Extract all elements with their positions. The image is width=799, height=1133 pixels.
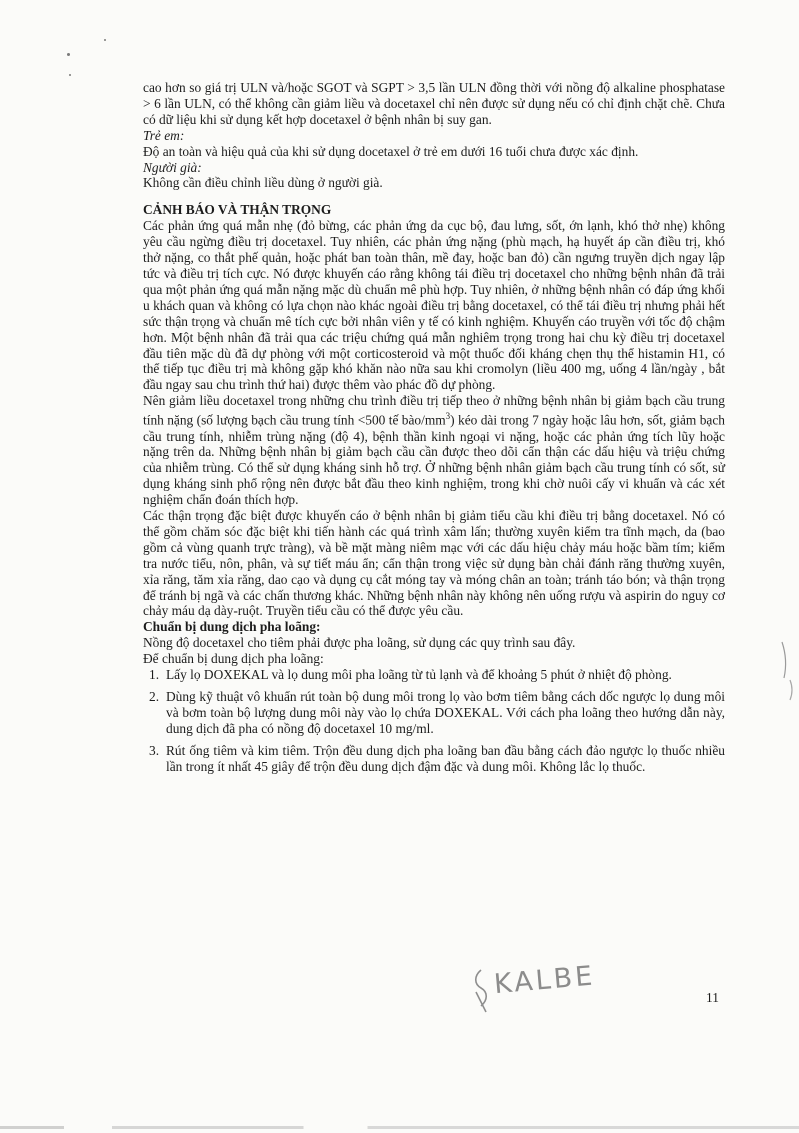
step-text: Dùng kỹ thuật vô khuẩn rút toàn bộ dung môi trong lọ vào bơm tiêm bằng cách dốc ngược lọ dung môi và bơm toàn bộ lượng dung môi này vào lọ chứa DOXEKAL. Với cách pha loãng theo hướng dẫn này, dung dịch đã pha có nồng độ docetaxel 10 mg/ml.	[166, 689, 725, 736]
scan-bottom-edge	[0, 1126, 799, 1129]
neutropenia-text-start: Nên giảm liều docetaxel trong những chu trình điều trị tiếp theo ở những bệnh nhân bị giảm bạch cầu trung tính nặng (số lượng bạch cầu trung tính <500 tế bào/mm	[143, 393, 725, 428]
step-text: Lấy lọ DOXEKAL và lọ dung môi pha loãng từ tủ lạnh và để khoảng 5 phút ở nhiệt độ phòng.	[166, 667, 672, 683]
preparation-steps-intro: Để chuẩn bị dung dịch pha loãng:	[143, 651, 324, 667]
elderly-text: Không cần điều chỉnh liều dùng ở người già.	[143, 175, 383, 191]
preparation-step	[143, 743, 725, 775]
step-number: 1.	[149, 667, 160, 683]
document-body	[143, 80, 725, 781]
kalbe-stamp	[467, 961, 597, 1003]
preparation-step	[143, 667, 725, 683]
neutropenia-paragraph	[143, 393, 725, 508]
children-text: Độ an toàn và hiệu quả của khi sử dụng docetaxel ở trẻ em dưới 16 tuổi chưa được xác định.	[143, 143, 639, 159]
warnings-heading: CẢNH BÁO VÀ THẬN TRỌNG	[143, 202, 332, 218]
elderly-label: Người già:	[143, 159, 202, 175]
preparation-heading: Chuẩn bị dung dịch pha loãng:	[143, 619, 321, 635]
scan-speck	[67, 53, 70, 56]
step-number: 3.	[149, 742, 160, 758]
neutropenia-text-end: ) kéo dài trong 7 ngày hoặc lâu hơn, sốt, giảm bạch cầu trung tính, nhiễm trùng nặng (độ 4), bệnh thần kinh ngoại vi nặng, hoặc các phản ứng tích lũy hoặc nặng trên da. Những bệnh nhân bị giảm bạch cầu cần được theo dõi cẩn thận các dấu hiệu và triệu chứng của nhiễm trùng. Có thể sử dụng kháng sinh hỗ trợ. Ở những bệnh nhân giảm bạch cầu trung tính có sốt, sử dụng kháng sinh phổ rộng nên được bắt đầu theo kinh nghiệm, trong khi chờ nuôi cấy vi khuẩn và các xét nghiệm chẩn đoán thích hợp.	[143, 412, 725, 508]
step-text: Rút ống tiêm và kim tiêm. Trộn đều dung dịch pha loãng ban đầu bằng cách đảo ngược lọ thuốc nhiều lần trong ít nhất 45 giây để trộn đều dung dịch đậm đặc và dung môi. Không lắc lọ thuốc.	[166, 742, 725, 774]
step-number: 2.	[149, 689, 160, 704]
thrombocytopenia-paragraph: Các thận trọng đặc biệt được khuyến cáo ở bệnh nhân bị giảm tiểu cầu khi điều trị bằng docetaxel. Nó có thể gồm chăm sóc đặc biệt khi tiến hành các quá trình xâm lấn; thường xuyên kiểm tra tĩnh mạch, da (bao gồm cả vùng quanh trực tràng), và bề mặt màng niêm mạc với các dấu hiệu chảy máu hoặc bầm tím; kiểm tra nước tiểu, nôn, phân, và sự tiết máu ẩn; cẩn thận trong việc sử dụng bàn chải đánh răng thường xuyên, xỉa răng, tăm xỉa răng, dao cạo và dụng cụ cắt móng tay và móng chân an toàn; tránh táo bón; và thận trọng để tránh bị ngã và các chấn thương khác. Những bệnh nhân này không nên uống rượu và aspirin do nguy cơ chảy máu dạ dày-ruột. Truyền tiểu cầu có thể được yêu cầu.	[143, 508, 725, 619]
scan-speck	[104, 39, 106, 41]
scan-edge-mark	[778, 640, 798, 720]
page-number: 11	[706, 990, 719, 1005]
children-label: Trẻ em:	[143, 127, 185, 143]
preparation-steps-list	[143, 667, 725, 774]
scan-speck	[69, 74, 71, 76]
preparation-step	[143, 689, 725, 737]
hepatic-paragraph: cao hơn so giá trị ULN và/hoặc SGOT và SGPT > 3,5 lần ULN đồng thời với nồng độ alkaline phosphatase > 6 lần ULN, có thể không cần giảm liều và docetaxel chỉ nên được sử dụng nếu có chỉ định chặt chẽ. Chưa có dữ liệu khi sử dụng kết hợp docetaxel ở bệnh nhân bị suy gan.	[143, 80, 725, 127]
superscript-exponent: 3	[445, 411, 451, 422]
preparation-intro: Nồng độ docetaxel cho tiêm phải được pha loãng, sử dụng các quy trình sau đây.	[143, 635, 576, 651]
stamp-text: KALBE	[492, 960, 597, 1001]
hypersensitivity-paragraph: Các phản ứng quá mẫn nhẹ (đỏ bừng, các phản ứng da cục bộ, đau lưng, sốt, ớn lạnh, khó thở nhẹ) không yêu cầu ngừng điều trị docetaxel. Tuy nhiên, các phản ứng nặng (phù mạch, hạ huyết áp cần điều trị, khó thở nặng, co thắt phế quản, hoặc phát ban toàn thân, mề đay, hoặc ban đỏ) cần ngưng truyền dịch ngay lập tức và điều trị tích cực. Nó được khuyến cáo rằng không tái điều trị docetaxel cho những bệnh nhân đã trải qua một phản ứng quá mẫn nặng mặc dù chuẩn mê phù hợp. Tuy nhiên, ở những bệnh nhân có đáp ứng khối u khách quan và không có lựa chọn nào khác ngoài điều trị bằng docetaxel, có thể tái điều trị nhưng phải hết sức thận trọng và chuẩn mê tích cực bởi nhân viên y tế có kinh nghiệm. Khuyến cáo truyền với tốc độ chậm hơn. Một bệnh nhân đã trải qua các triệu chứng quá mẫn nghiêm trọng trong hai chu kỳ điều trị docetaxel đầu tiên mặc dù đã dự phòng với một corticosteroid và một thuốc đối kháng chẹn thụ thể histamin H1, có thể tiếp tục điều trị mà không gặp khó khăn nào nữa sau khi cromolyn (liều 400 mg, uống 4 lần/ngày , bắt đầu ngay sau chu trình thứ hai) được thêm vào phác đồ dự phòng.	[143, 218, 725, 393]
